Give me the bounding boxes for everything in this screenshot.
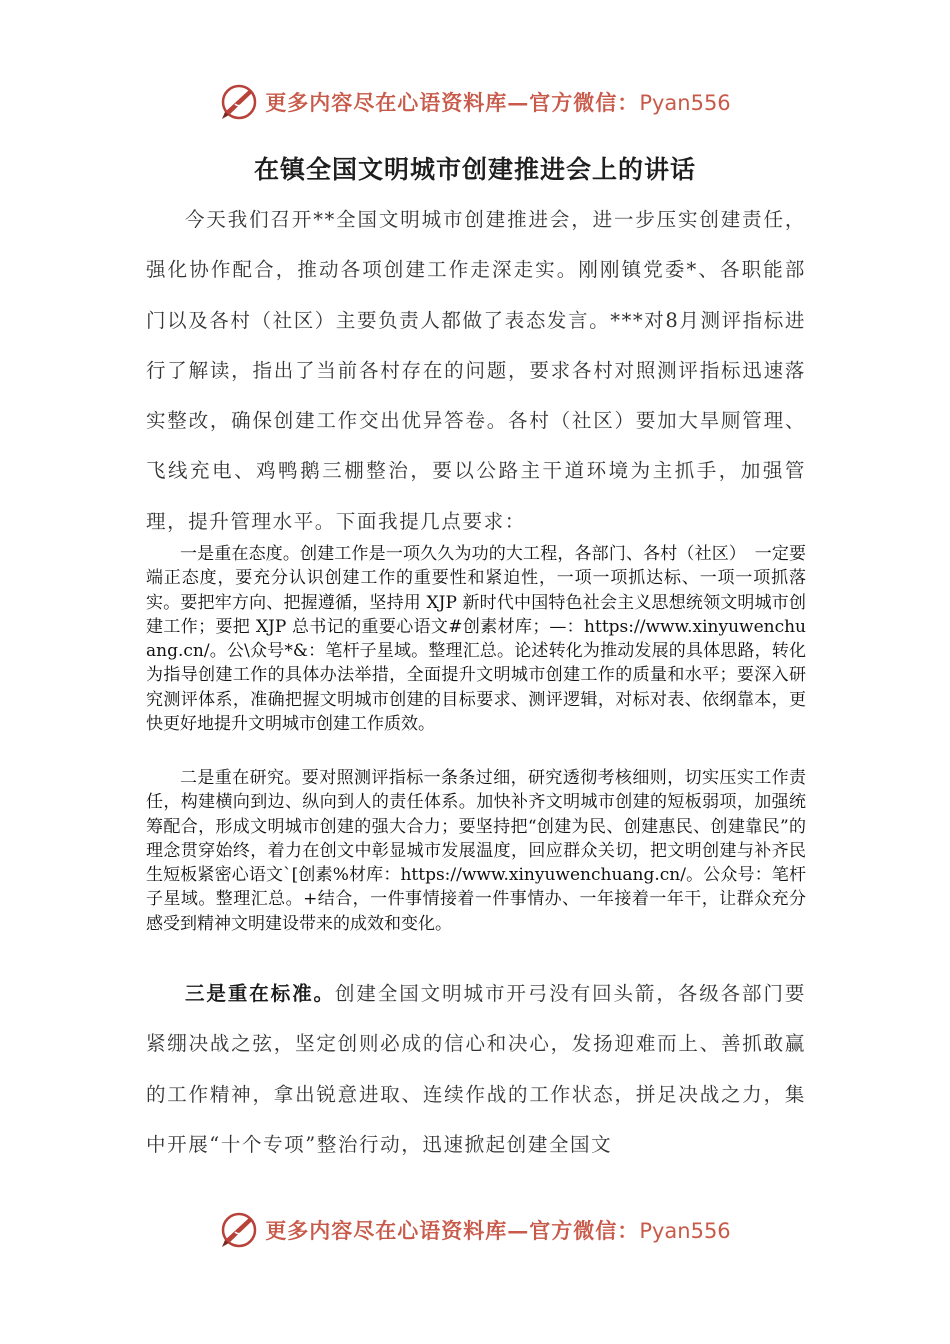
pen-logo-icon — [219, 1210, 259, 1250]
paragraph-standard-lead: 三是重在标准。 — [185, 982, 335, 1005]
paragraph-intro: 今天我们召开**全国文明城市创建推进会，进一步压实创建责任，强化协作配合，推动各项创建工作走深走实。刚刚镇党委*、各职能部门以及各村（社区）主要负责人都做了表态发言。***对8月测评指标进行了解读，指出了当前各村存在的问题，要求各村对照测评指标迅速落实整改，确保创建工作交出优异答卷。各村（社区）要加大旱厕管理、飞线充电、鸡鸭鹅三棚整治，要以公路主干道环境为主抓手，加强管理，提升管理水平。下面我提几点要求： — [146, 208, 806, 533]
paragraph-standard-body: 创建全国文明城市开弓没有回头箭，各级各部门要紧绷决战之弦，坚定创则必成的信心和决心，发扬迎难而上、善抓敢赢的工作精神，拿出锐意进取、连续作战的工作状态，拼足决战之力，集中开展“十个专项”整治行动，迅速掀起创建全国文 — [146, 982, 807, 1156]
paragraph-standard — [146, 969, 806, 1170]
header-banner — [0, 78, 950, 126]
document-title: 在镇全国文明城市创建推进会上的讲话 — [253, 155, 696, 184]
banner-text: 更多内容尽在心语资料库—官方微信：Pyan556 — [265, 90, 731, 115]
paragraph-research: 二是重在研究。要对照测评指标一条条过细，研究透彻考核细则，切实压实工作责任，构建横向到边、纵向到人的责任体系。加快补齐文明城市创建的短板弱项，加强统筹配合，形成文明城市创建的强大合力；要坚持把“创建为民、创建惠民、创建靠民”的理念贯穿始终，着力在创文中彰显城市发展温度，回应群众关切，把文明创建与补齐民生短板紧密心语文`[创素%材库：https://www.xinyuwenchuang.cn/。公众号：笔杆子星域。整理汇总。+结合，一件事情接着一件事情办、一年接着一年干，让群众充分感受到精神文明建设带来的成效和变化。 — [146, 768, 806, 934]
pen-logo-icon — [219, 82, 259, 122]
footer-banner — [0, 1206, 950, 1254]
wechat-id: Pyan556 — [639, 91, 731, 115]
banner-text: 更多内容尽在心语资料库—官方微信：Pyan556 — [265, 1218, 731, 1243]
paragraph-attitude: 一是重在态度。创建工作是一项久久为功的大工程，各部门、各村（社区） 一定要端正态度，要充分认识创建工作的重要性和紧迫性，一项一项抓达标、一项一项抓落实。要把牢方向、把握遵循，坚持用 XJP 新时代中国特色社会主义思想统领文明城市创建工作；要把 XJP 总书记的重要心语文#创素材库；—：https://www.xinyuwenchuang.cn/。公\众号*&：笔杆子星域。整理汇总。论述转化为推动发展的具体思路，转化为指导创建工作的具体办法举措，全面提升文明城市创建工作的质量和水平；要深入研究测评体系，准确把握文明城市创建的目标要求、测评逻辑，对标对表、依纲靠本，更快更好地提升文明城市创建工作质效。 — [146, 544, 806, 735]
wechat-id: Pyan556 — [639, 1219, 731, 1243]
